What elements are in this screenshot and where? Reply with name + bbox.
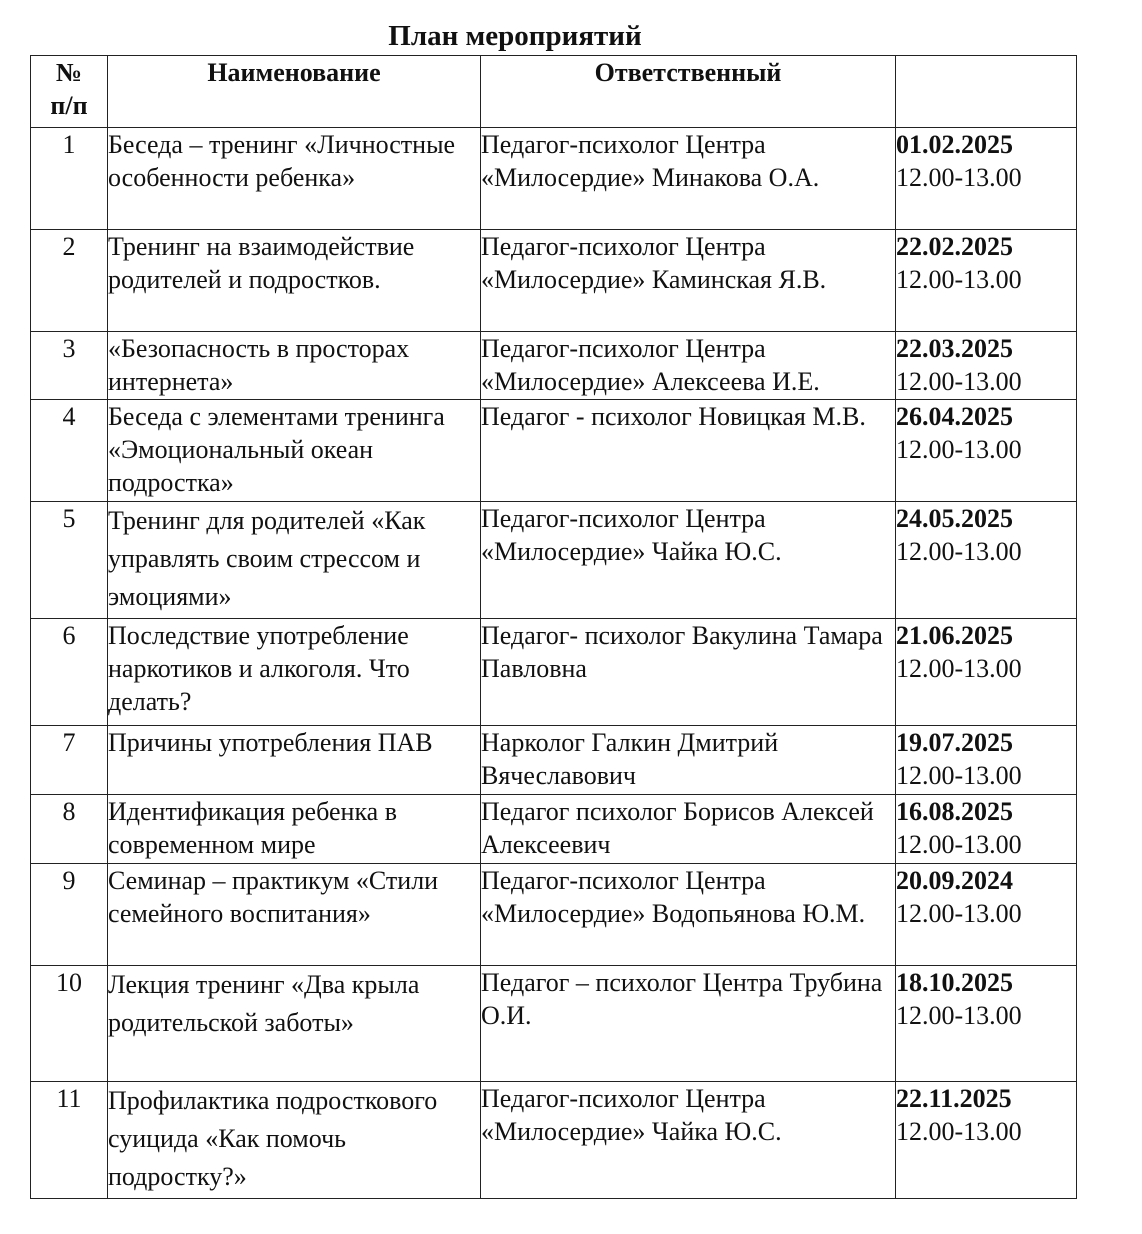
row-responsible: Педагог-психолог Центра «Милосердие» Минакова О.А. — [481, 128, 896, 230]
row-date: 01.02.2025 — [896, 130, 1013, 159]
row-number: 6 — [31, 619, 108, 726]
row-date: 22.02.2025 — [896, 232, 1013, 261]
row-date-cell — [896, 795, 1077, 864]
row-date: 22.11.2025 — [896, 1084, 1012, 1113]
row-time: 12.00-13.00 — [896, 537, 1022, 566]
table-row — [31, 332, 1077, 400]
row-responsible: Педагог психолог Борисов Алексей Алексеевич — [481, 795, 896, 864]
table-header-row — [31, 56, 1077, 128]
row-number: 5 — [31, 502, 108, 619]
row-time: 12.00-13.00 — [896, 1001, 1022, 1030]
row-responsible: Педагог-психолог Центра «Милосердие» Чайка Ю.С. — [481, 1082, 896, 1199]
row-date-cell — [896, 966, 1077, 1082]
header-number — [31, 56, 108, 128]
row-number: 3 — [31, 332, 108, 400]
table-row — [31, 128, 1077, 230]
row-date-cell — [896, 502, 1077, 619]
row-date-cell — [896, 726, 1077, 795]
row-number: 4 — [31, 400, 108, 502]
row-name: Идентификация ребенка в современном мире — [108, 795, 481, 864]
row-date-cell — [896, 400, 1077, 502]
page-title: План мероприятий — [388, 20, 642, 52]
header-number-line2: п/п — [50, 91, 88, 120]
row-date-cell — [896, 864, 1077, 966]
row-date: 19.07.2025 — [896, 728, 1013, 757]
row-responsible: Педагог- психолог Вакулина Тамара Павловна — [481, 619, 896, 726]
table-row — [31, 619, 1077, 726]
row-responsible: Педагог-психолог Центра «Милосердие» Водопьянова Ю.М. — [481, 864, 896, 966]
row-date-cell — [896, 332, 1077, 400]
events-table — [30, 55, 1077, 1199]
table-row — [31, 966, 1077, 1082]
row-name: «Безопасность в просторах интернета» — [108, 332, 481, 400]
row-name: Семинар – практикум «Стили семейного воспитания» — [108, 864, 481, 966]
row-time: 12.00-13.00 — [896, 265, 1022, 294]
header-date — [896, 56, 1077, 128]
table-row — [31, 230, 1077, 332]
table-row — [31, 795, 1077, 864]
header-name: Наименование — [108, 56, 481, 128]
row-name: Причины употребления ПАВ — [108, 726, 481, 795]
row-date-cell — [896, 619, 1077, 726]
row-number: 7 — [31, 726, 108, 795]
table-row — [31, 502, 1077, 619]
row-date: 21.06.2025 — [896, 621, 1013, 650]
row-number: 2 — [31, 230, 108, 332]
row-name: Тренинг на взаимодействие родителей и подростков. — [108, 230, 481, 332]
row-time: 12.00-13.00 — [896, 830, 1022, 859]
header-number-line1: № — [55, 58, 83, 87]
table-row — [31, 400, 1077, 502]
row-date: 22.03.2025 — [896, 334, 1013, 363]
row-date-cell — [896, 128, 1077, 230]
row-time: 12.00-13.00 — [896, 899, 1022, 928]
row-responsible: Педагог - психолог Новицкая М.В. — [481, 400, 896, 502]
row-time: 12.00-13.00 — [896, 761, 1022, 790]
row-name: Беседа – тренинг «Личностные особенности ребенка» — [108, 128, 481, 230]
row-date-cell — [896, 230, 1077, 332]
row-name: Тренинг для родителей «Как управлять своим стрессом и эмоциями» — [108, 502, 481, 619]
row-name: Лекция тренинг «Два крыла родительской заботы» — [108, 966, 481, 1082]
row-date-cell — [896, 1082, 1077, 1199]
row-responsible: Нарколог Галкин Дмитрий Вячеславович — [481, 726, 896, 795]
row-time: 12.00-13.00 — [896, 367, 1022, 396]
row-name: Профилактика подросткового суицида «Как помочь подростку?» — [108, 1082, 481, 1199]
row-time: 12.00-13.00 — [896, 654, 1022, 683]
row-name: Беседа с элементами тренинга «Эмоциональный океан подростка» — [108, 400, 481, 502]
header-responsible: Ответственный — [481, 56, 896, 128]
row-date: 18.10.2025 — [896, 968, 1013, 997]
table-row — [31, 1082, 1077, 1199]
table-row — [31, 864, 1077, 966]
table-row — [31, 726, 1077, 795]
row-number: 1 — [31, 128, 108, 230]
row-date: 20.09.2024 — [896, 866, 1013, 895]
row-number: 8 — [31, 795, 108, 864]
row-time: 12.00-13.00 — [896, 163, 1022, 192]
row-date: 24.05.2025 — [896, 504, 1013, 533]
row-date: 16.08.2025 — [896, 797, 1013, 826]
row-responsible: Педагог-психолог Центра «Милосердие» Алексеева И.Е. — [481, 332, 896, 400]
row-name: Последствие употребление наркотиков и алкоголя. Что делать? — [108, 619, 481, 726]
row-time: 12.00-13.00 — [896, 1117, 1022, 1146]
row-number: 10 — [31, 966, 108, 1082]
row-date: 26.04.2025 — [896, 402, 1013, 431]
row-responsible: Педагог-психолог Центра «Милосердие» Чайка Ю.С. — [481, 502, 896, 619]
row-number: 11 — [31, 1082, 108, 1199]
row-time: 12.00-13.00 — [896, 435, 1022, 464]
row-responsible: Педагог-психолог Центра «Милосердие» Каминская Я.В. — [481, 230, 896, 332]
row-responsible: Педагог – психолог Центра Трубина О.И. — [481, 966, 896, 1082]
row-number: 9 — [31, 864, 108, 966]
